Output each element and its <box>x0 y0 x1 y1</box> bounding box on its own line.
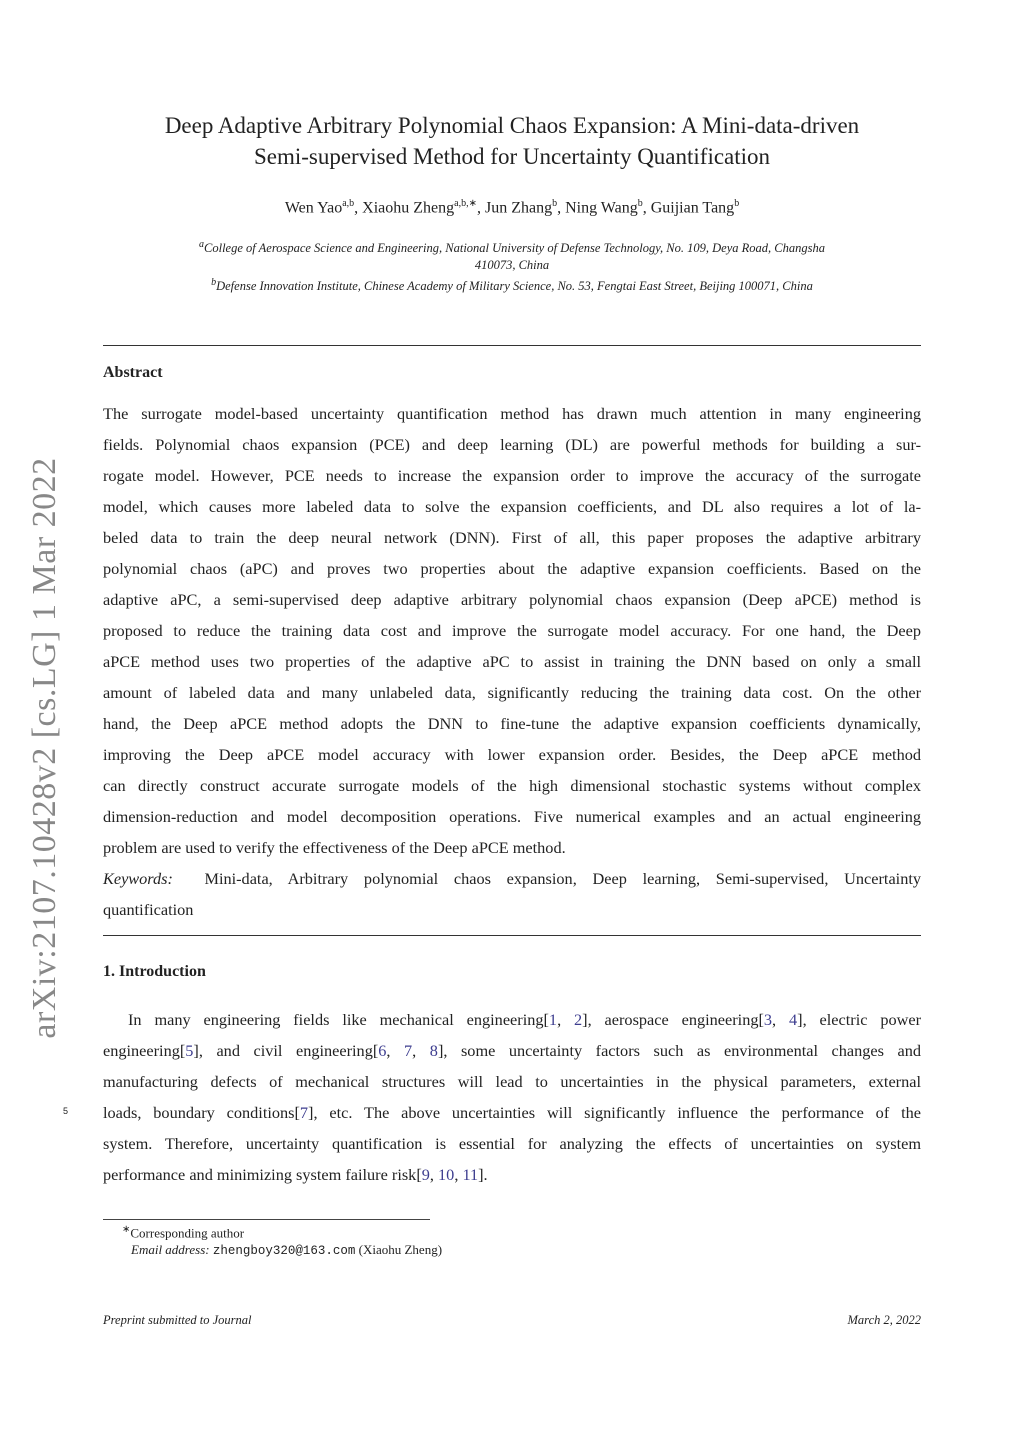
footnote-mark: ∗ <box>122 1224 131 1235</box>
abstract-line: adaptive aPC, a semi-supervised deep adaptive arbitrary polynomial chaos expansion (Deep aPCE) method is <box>103 590 921 609</box>
affiliation-b: Defense Innovation Institute, Chinese Academy of Military Science, No. 53, Fengtai East Street, Beijing 100071, China <box>216 279 813 294</box>
footnote-email <box>131 1242 442 1258</box>
divider <box>103 345 921 346</box>
citation-link[interactable]: 6 <box>378 1041 387 1060</box>
affiliation-mark: a <box>199 239 205 250</box>
author: Wen Yao <box>284 199 343 217</box>
author: Xiaohu Zheng <box>362 199 455 217</box>
intro-line <box>103 1066 921 1097</box>
author: Ning Wang <box>565 199 638 217</box>
intro-line <box>103 1035 921 1066</box>
text-run: ], some uncertainty factors such as environmental changes and <box>437 1041 922 1060</box>
line-number: 5 <box>63 1106 69 1116</box>
text-run: manufacturing defects of mechanical structures will lead to uncertainties in the physical parameters, external <box>103 1072 921 1091</box>
author-affiliation-mark: a,b,∗ <box>454 198 477 209</box>
author-affiliation-mark: b <box>734 198 740 209</box>
keywords-text: quantification <box>103 900 194 919</box>
abstract-body <box>103 398 921 863</box>
footer-left: Preprint submitted to Journal <box>103 1313 252 1327</box>
email-owner: (Xiaohu Zheng) <box>358 1242 443 1257</box>
author: Guijian Tang <box>650 199 735 217</box>
abstract-line: fields. Polynomial chaos expansion (PCE) and deep learning (DL) are powerful methods for building a sur- <box>103 435 921 454</box>
author-affiliation-mark: a,b <box>342 198 355 209</box>
citation-link[interactable]: 7 <box>299 1103 309 1122</box>
abstract-line: proposed to reduce the training data cost and improve the surrogate model accuracy. For one hand, the Deep <box>103 621 921 640</box>
abstract-line: beled data to train the deep neural network (DNN). First of all, this paper proposes the adaptive arbitrary <box>103 528 921 547</box>
footer-date: March 2, 2022 <box>847 1313 921 1327</box>
citation-link[interactable]: 11 <box>462 1165 479 1184</box>
abstract-line: hand, the Deep aPCE method adopts the DNN to fine-tune the adaptive expansion coefficients dynamically, <box>103 714 921 733</box>
abstract-line: model, which causes more labeled data to solve the expansion coefficients, and DL also requires a lot of la- <box>103 497 921 516</box>
keywords-label: Keywords: <box>103 869 173 888</box>
keywords-text: Mini-data, Arbitrary polynomial chaos expansion, Deep learning, Semi-supervised, Uncertainty <box>204 869 921 888</box>
abstract-line: amount of labeled data and many unlabeled data, significantly reducing the training data cost. On the other <box>103 683 921 702</box>
text-run: ], aerospace engineering[ <box>582 1010 764 1029</box>
citation-link[interactable]: 5 <box>185 1041 194 1060</box>
text-run: , <box>454 1165 463 1184</box>
text-run: In many engineering fields like mechanical engineering[ <box>128 1010 549 1029</box>
text-run: performance and minimizing system failure risk[ <box>103 1165 422 1184</box>
abstract-line: can directly construct accurate surrogate models of the high dimensional stochastic systems without complex <box>103 776 921 795</box>
intro-line <box>103 1159 921 1190</box>
citation-link[interactable]: 8 <box>429 1041 438 1060</box>
text-run: , <box>772 1010 790 1029</box>
author-affiliation-mark: b <box>637 198 643 209</box>
citation-link[interactable]: 3 <box>763 1010 773 1029</box>
email-link[interactable]: zhengboy320@163.com <box>212 1244 356 1258</box>
citation-link[interactable]: 2 <box>574 1010 583 1029</box>
intro-line <box>103 1004 921 1035</box>
email-label: Email address: <box>131 1242 210 1257</box>
abstract-line: dimension-reduction and model decomposition operations. Five numerical examples and an actual engineering <box>103 807 921 826</box>
text-run: loads, boundary conditions[ <box>103 1103 300 1122</box>
affiliation-a-cont: 410073, China <box>474 258 550 273</box>
text-run: ], and civil engineering[ <box>193 1041 379 1060</box>
intro-line <box>103 1097 921 1128</box>
citation-link[interactable]: 10 <box>438 1165 455 1184</box>
abstract-line: polynomial chaos (aPC) and proves two properties about the adaptive expansion coefficients. Based on the <box>103 559 921 578</box>
text-run: ], etc. The above uncertainties will significantly influence the performance of the <box>308 1103 921 1122</box>
text-run: ], electric power <box>797 1010 922 1029</box>
abstract-line: rogate model. However, PCE needs to increase the expansion order to improve the accuracy of the surrogate <box>103 466 921 485</box>
citation-link[interactable]: 1 <box>548 1010 558 1029</box>
citation-link[interactable]: 9 <box>421 1165 430 1184</box>
abstract-line: The surrogate model-based uncertainty quantification method has drawn much attention in many engineering <box>103 404 921 423</box>
text-run: , <box>557 1010 575 1029</box>
abstract-line: improving the Deep aPCE model accuracy with lower expansion order. Besides, the Deep aPCE method <box>103 745 921 764</box>
footnote-rule <box>103 1219 430 1220</box>
title-line: Semi-supervised Method for Uncertainty Quantification <box>253 144 771 169</box>
arxiv-stamp: arXiv:2107.10428v2 [cs.LG] 1 Mar 2022 <box>26 457 63 1039</box>
text-run: engineering[ <box>103 1041 186 1060</box>
intro-paragraph <box>103 1004 921 1190</box>
footnote-text: Corresponding author <box>130 1225 245 1241</box>
text-run: , <box>412 1041 430 1060</box>
citation-link[interactable]: 4 <box>789 1010 798 1029</box>
title-line: Deep Adaptive Arbitrary Polynomial Chaos Expansion: A Mini-data-driven <box>164 113 860 138</box>
author-list: Wen Yao$^{a,b}$, Xiaohu Zheng$^{a,b,∗}$, Jun Zhang$^b$, Ning Wang$^b$, Guijian Tang$^b$ <box>284 198 740 217</box>
abstract-heading: Abstract <box>103 364 163 381</box>
text-run: system. Therefore, uncertainty quantification is essential for analyzing the effects of uncertainties on system <box>103 1134 921 1153</box>
affiliation-mark: b <box>211 277 217 289</box>
author: Jun Zhang <box>484 199 553 217</box>
keywords <box>103 863 921 925</box>
divider <box>103 935 921 936</box>
affiliation-a: College of Aerospace Science and Engineering, National University of Defense Technology, No. 109, Deya Road, Changsha <box>204 241 825 256</box>
author-affiliation-mark: b <box>552 198 558 209</box>
text-run: , <box>386 1041 405 1060</box>
citation-link[interactable]: 7 <box>404 1041 413 1060</box>
section-heading: 1. Introduction <box>103 963 206 980</box>
intro-line <box>103 1128 921 1159</box>
abstract-line: problem are used to verify the effectiveness of the Deep aPCE method. <box>103 838 566 857</box>
text-run: ]. <box>478 1165 488 1184</box>
footnote-corresponding <box>122 1224 244 1241</box>
affiliations <box>100 236 924 295</box>
abstract-line: aPCE method uses two properties of the adaptive aPC to assist in training the DNN based on only a small <box>103 652 921 671</box>
paper-title <box>0 110 1024 172</box>
text-run: , <box>429 1165 439 1184</box>
